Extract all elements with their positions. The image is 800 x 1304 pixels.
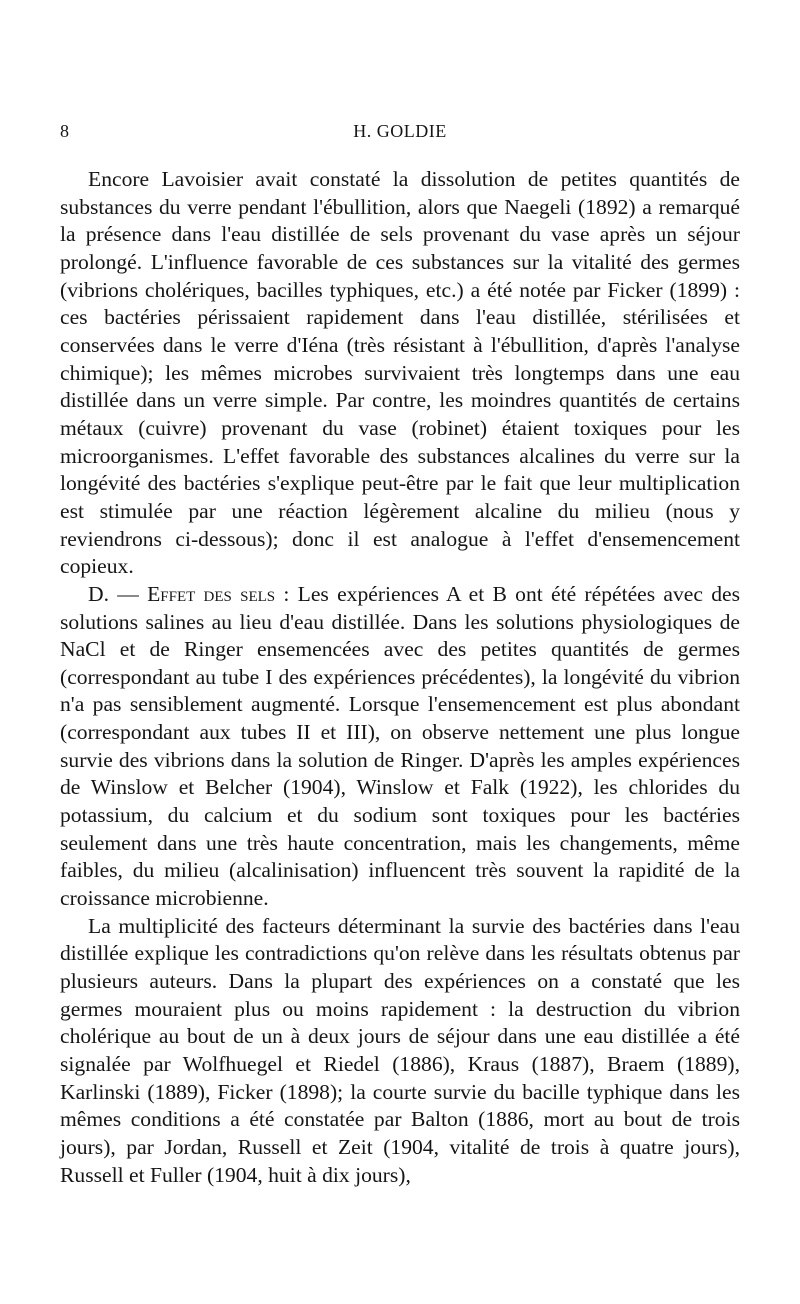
paragraph-text: Encore Lavoisier avait constaté la dissolution de petites quantités de substances du verre pendant l'ébullition, alors que Naegeli (1892) a remarqué la présence dans l'eau distillée de sels provenant du vase après un séjour prolongé. L'influence favorable de ces substances sur la vitalité des germes (vibrions cholériques, bacilles typhiques, etc.) a été notée par Ficker (1899) : ces bactéries périssaient rapidement dans l'eau distillée, stérilisées et conservées dans le verre d'Iéna (très résistant à l'ébullition, d'après l'analyse chimique); les mêmes microbes survivaient très longtemps dans une eau distillée dans un verre simple. Par contre, les moindres quantités de certains métaux (cuivre) provenant du vase (robinet) étaient toxiques pour les microorganismes. L'effet favorable des substances alcalines du verre sur la longévité des bactéries s'explique peut-être par le fait que leur multiplication est stimulée par une réaction légèrement alcaline du milieu (nous y reviendrons ci-dessous); donc il est analogue à l'effet d'ensemencement copieux.	[60, 167, 740, 579]
body-text	[60, 166, 740, 1189]
section-heading: Effet des sels	[147, 581, 276, 606]
paragraph-text: : Les expériences A et B ont été répétées avec des solutions salines au lieu d'eau distillée. Dans les solutions physiologiques de NaCl et de Ringer ensemencées avec des petites quantités de germes (correspondant au tube I des expériences précédentes), la longévité du vibrion n'a pas sensiblement augmenté. Lorsque l'ensemencement est plus abondant (correspondant aux tubes II et III), on observe nettement une plus longue survie des vibrions dans la solution de Ringer. D'après les amples expériences de Winslow et Belcher (1904), Winslow et Falk (1922), les chlorides du potassium, du calcium et du sodium sont toxiques pour les bactéries seulement dans une très haute concentration, mais les changements, même faibles, du milieu (alcalinisation) influencent très souvent la rapidité de la croissance microbienne.	[60, 581, 740, 911]
paragraph-glass-substances	[60, 166, 740, 581]
page-number: 8	[60, 121, 69, 141]
paragraph-text: La multiplicité des facteurs déterminant la survie des bactéries dans l'eau distillée explique les contradictions qu'on relève dans les résultats obtenus par plusieurs auteurs. Dans la plupart des expériences on a constaté que les germes mouraient plus ou moins rapidement : la destruction du vibrion cholérique au bout de un à deux jours de séjour dans une eau distillée a été signalée par Wolfhuegel et Riedel (1886), Kraus (1887), Braem (1889), Karlinski (1889), Ficker (1898); la courte survie du bacille typhique dans les mêmes conditions a été constatée par Balton (1886, mort au bout de trois jours), par Jordan, Russell et Zeit (1904, vitalité de trois à quatre jours), Russell et Fuller (1904, huit à dix jours),	[60, 913, 740, 1187]
paragraph-salt-effect	[60, 581, 740, 913]
running-head	[60, 121, 740, 145]
running-title: H. GOLDIE	[353, 121, 447, 141]
paragraph-multiplicity-factors	[60, 913, 740, 1190]
section-label: D. —	[88, 581, 148, 606]
